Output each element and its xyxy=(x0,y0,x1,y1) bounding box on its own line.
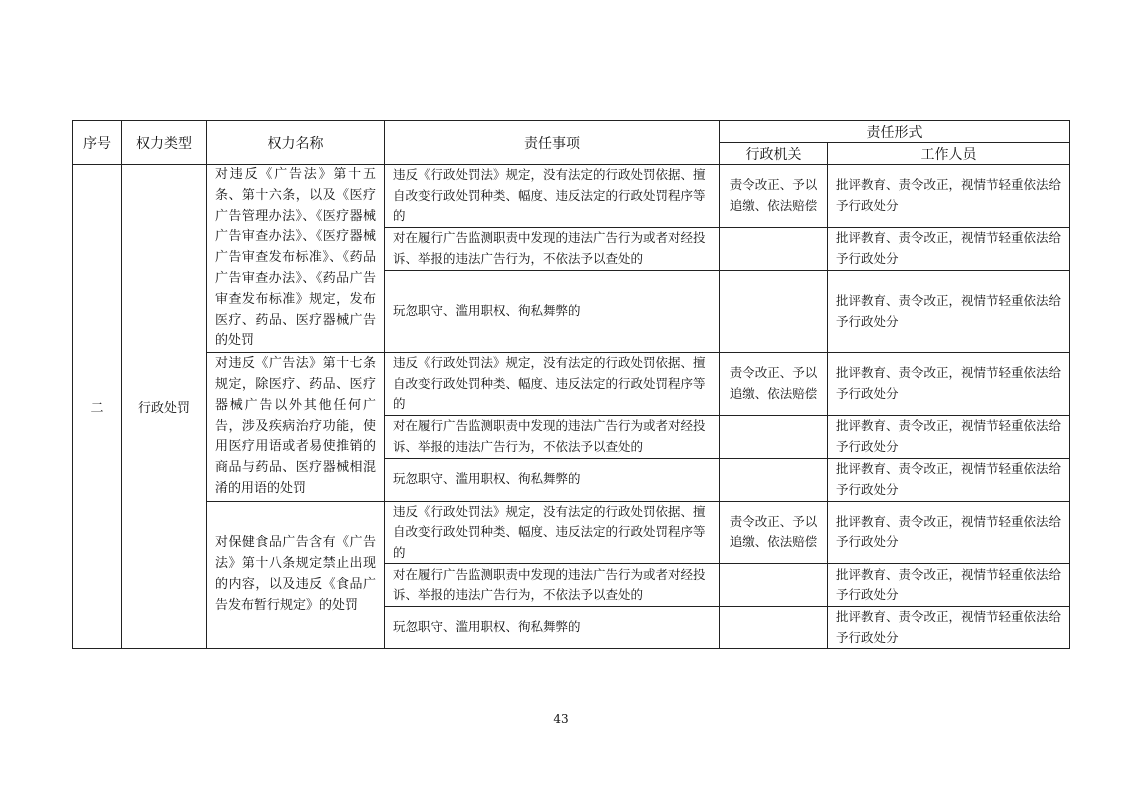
responsibility-item: 违反《行政处罚法》规定，没有法定的行政处罚依据、擅自改变行政处罚种类、幅度、违反法定的行政处罚程序等的 xyxy=(385,501,720,564)
staff-form: 批评教育、责令改正，视情节轻重依法给予行政处分 xyxy=(828,353,1070,416)
responsibility-item: 对在履行广告监测职责中发现的违法广告行为或者对经投诉、举报的违法广告行为，不依法予以查处的 xyxy=(385,564,720,607)
responsibility-item: 玩忽职守、滥用职权、徇私舞弊的 xyxy=(385,607,720,649)
responsibility-item: 玩忽职守、滥用职权、徇私舞弊的 xyxy=(385,270,720,352)
staff-form: 批评教育、责令改正，视情节轻重依法给予行政处分 xyxy=(828,165,1070,228)
agency-form xyxy=(720,458,828,501)
agency-form xyxy=(720,227,828,270)
staff-form: 批评教育、责令改正，视情节轻重依法给予行政处分 xyxy=(828,607,1070,649)
header-power-name: 权力名称 xyxy=(207,121,385,165)
responsibility-item: 对在履行广告监测职责中发现的违法广告行为或者对经投诉、举报的违法广告行为，不依法予以查处的 xyxy=(385,227,720,270)
table-header xyxy=(73,121,1070,165)
responsibility-item: 违反《行政处罚法》规定，没有法定的行政处罚依据、擅自改变行政处罚种类、幅度、违反法定的行政处罚程序等的 xyxy=(385,165,720,228)
agency-form: 责令改正、予以追缴、依法赔偿 xyxy=(720,353,828,416)
agency-form: 责令改正、予以追缴、依法赔偿 xyxy=(720,165,828,228)
power-name: 对违反《广告法》第十七条规定，除医疗、药品、医疗器械广告以外其他任何广告，涉及疾病治疗功能，使用医疗用语或者易使推销的商品与药品、医疗器械相混淆的用语的处罚 xyxy=(207,353,385,502)
table-row xyxy=(73,501,1070,564)
agency-form xyxy=(720,607,828,649)
staff-form: 批评教育、责令改正，视情节轻重依法给予行政处分 xyxy=(828,415,1070,458)
agency-form xyxy=(720,415,828,458)
header-resp-form: 责任形式 xyxy=(720,121,1070,143)
agency-form: 责令改正、予以追缴、依法赔偿 xyxy=(720,501,828,564)
staff-form: 批评教育、责令改正，视情节轻重依法给予行政处分 xyxy=(828,227,1070,270)
staff-form: 批评教育、责令改正，视情节轻重依法给予行政处分 xyxy=(828,501,1070,564)
header-agency: 行政机关 xyxy=(720,143,828,165)
section-power-type: 行政处罚 xyxy=(122,165,207,649)
table-row xyxy=(73,165,1070,228)
agency-form xyxy=(720,564,828,607)
header-responsibility: 责任事项 xyxy=(385,121,720,165)
table-row xyxy=(73,353,1070,416)
header-power-type: 权力类型 xyxy=(122,121,207,165)
section-seq: 二 xyxy=(73,165,122,649)
agency-form xyxy=(720,270,828,352)
responsibility-item: 玩忽职守、滥用职权、徇私舞弊的 xyxy=(385,458,720,501)
header-seq: 序号 xyxy=(73,121,122,165)
staff-form: 批评教育、责令改正，视情节轻重依法给予行政处分 xyxy=(828,270,1070,352)
responsibility-table xyxy=(72,120,1070,649)
staff-form: 批评教育、责令改正，视情节轻重依法给予行政处分 xyxy=(828,458,1070,501)
staff-form: 批评教育、责令改正，视情节轻重依法给予行政处分 xyxy=(828,564,1070,607)
responsibility-item: 违反《行政处罚法》规定，没有法定的行政处罚依据、擅自改变行政处罚种类、幅度、违反法定的行政处罚程序等的 xyxy=(385,353,720,416)
power-name: 对违反《广告法》第十五条、第十六条，以及《医疗广告管理办法》、《医疗器械广告审查办法》、《医疗器械广告审查发布标准》、《药品广告审查办法》、《药品广告审查发布标准》规定，发布医疗、药品、医疗器械广告的处罚 xyxy=(207,165,385,353)
power-name: 对保健食品广告含有《广告法》第十八条规定禁止出现的内容，以及违反《食品广告发布暂行规定》的处罚 xyxy=(207,501,385,649)
header-staff: 工作人员 xyxy=(828,143,1070,165)
page-number: 43 xyxy=(553,712,569,726)
responsibility-item: 对在履行广告监测职责中发现的违法广告行为或者对经投诉、举报的违法广告行为，不依法予以查处的 xyxy=(385,415,720,458)
